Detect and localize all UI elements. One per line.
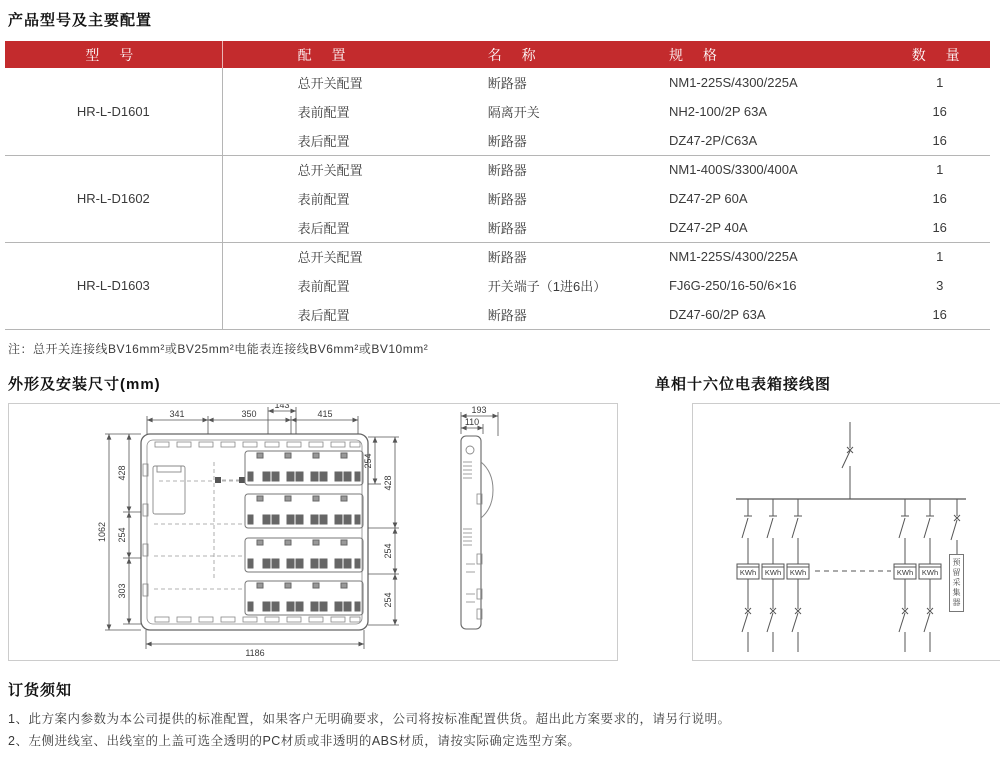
- dimensions-title: 外形及安装尺寸(mm): [8, 375, 161, 393]
- dim-right-428: 428: [383, 474, 393, 491]
- wiring-note: 注：总开关连接线BV16mm²或BV25mm²电能表连接线BV6mm²或BV10mm²: [8, 341, 429, 356]
- kwh-meter-label: KWh: [789, 567, 807, 577]
- config-cell: 表前配置: [297, 279, 350, 294]
- ordering-item-2: 2、左侧进线室、出线室的上盖可选全透明的PC材质或非透明的ABS材质，请按实际确定选型方案。: [8, 733, 581, 748]
- wiring-section: [655, 373, 1000, 661]
- dim-side-110: 110: [464, 416, 480, 427]
- dim-right-254-mid: 254: [383, 542, 393, 559]
- qty-cell: 16: [932, 132, 947, 148]
- qty-cell: 16: [932, 219, 947, 235]
- model-cell: HR-L-D1602: [5, 155, 222, 242]
- kwh-meter-label: KWh: [921, 567, 939, 577]
- side-view: [461, 436, 493, 629]
- drawings-row: [8, 373, 1000, 661]
- dim-left-254: 254: [117, 526, 127, 543]
- spec-cell: DZ47-2P 60A: [668, 191, 748, 206]
- table-row: [5, 242, 990, 271]
- spec-table-header: [5, 41, 990, 68]
- ordering-title: 订货须知: [8, 681, 73, 699]
- spec-cell: NM1-400S/3300/400A: [668, 162, 798, 178]
- name-cell: 断路器: [487, 250, 527, 266]
- dims-bottom: [146, 630, 364, 649]
- dim-top-415: 415: [317, 408, 333, 419]
- config-cell: 总开关配置: [297, 163, 363, 179]
- wiring-title: 单相十六位电表箱接线图: [655, 375, 832, 393]
- config-cell: 表后配置: [297, 307, 350, 323]
- model-group-1: [5, 68, 990, 155]
- dimension-drawing: [9, 404, 617, 660]
- name-cell: 开关端子（1进6出）: [487, 279, 607, 294]
- dim-right-254-bot: 254: [383, 591, 393, 608]
- spec-cell: DZ47-2P/C63A: [668, 132, 758, 148]
- kwh-meter-label: KWh: [739, 567, 757, 577]
- door-outline: [153, 466, 185, 514]
- qty-cell: 1: [936, 75, 944, 90]
- config-cell: 总开关配置: [297, 250, 363, 266]
- collector-label: 预留采集器: [949, 554, 964, 612]
- model-cell: HR-L-D1601: [5, 68, 222, 155]
- table-row: [5, 155, 990, 184]
- kwh-meter-label: KWh: [896, 567, 914, 577]
- qty-cell: 16: [932, 191, 947, 206]
- config-cell: 表前配置: [297, 192, 350, 207]
- kwh-meter-label: KWh: [764, 567, 782, 577]
- name-cell: 断路器: [487, 76, 527, 91]
- dim-left-1062: 1062: [97, 521, 107, 542]
- table-row: [5, 68, 990, 97]
- header-name: 名 称: [487, 46, 544, 63]
- header-config: 配 置: [297, 46, 354, 63]
- name-cell: 断路器: [487, 133, 527, 149]
- dimensions-section: [8, 373, 618, 661]
- spec-cell: NH2-100/2P 63A: [668, 104, 768, 119]
- model-group-3: [5, 242, 990, 329]
- dim-side-193: 193: [471, 404, 487, 415]
- header-model: 型 号: [5, 41, 222, 68]
- name-cell: 断路器: [487, 220, 527, 236]
- dim-top-143: 143: [274, 403, 290, 410]
- spec-cell: DZ47-60/2P 63A: [668, 306, 766, 322]
- dimensions-panel: [8, 403, 618, 661]
- spec-cell: DZ47-2P 40A: [668, 219, 748, 235]
- dim-top-341: 341: [169, 408, 185, 419]
- config-cell: 总开关配置: [297, 76, 363, 91]
- name-cell: 断路器: [487, 163, 527, 179]
- dim-bottom-1186: 1186: [245, 647, 265, 658]
- qty-cell: 16: [932, 104, 947, 119]
- front-view: [141, 434, 368, 630]
- name-cell: 断路器: [487, 192, 527, 207]
- header-qty: 数 量: [911, 46, 968, 63]
- dim-left-428: 428: [117, 464, 127, 481]
- spec-table: [5, 41, 990, 330]
- qty-cell: 16: [932, 306, 947, 322]
- spec-cell: FJ6G-250/16-50/6×16: [668, 278, 797, 293]
- qty-cell: 1: [936, 162, 944, 178]
- wiring-panel: [692, 403, 1000, 661]
- model-group-2: [5, 155, 990, 242]
- collector-branch: [951, 499, 960, 556]
- spec-cell: NM1-225S/4300/225A: [668, 75, 798, 90]
- wiring-diagram: [693, 404, 1000, 660]
- dim-right-254-inner: 254: [363, 452, 373, 469]
- dim-left-303: 303: [117, 582, 127, 599]
- header-spec: 规 格: [668, 46, 725, 63]
- model-cell: HR-L-D1603: [5, 242, 222, 329]
- config-cell: 表后配置: [297, 220, 350, 236]
- qty-cell: 3: [936, 278, 944, 293]
- config-cell: 表后配置: [297, 133, 350, 149]
- name-cell: 隔离开关: [487, 105, 540, 120]
- spec-cell: NM1-225S/4300/225A: [668, 249, 798, 265]
- name-cell: 断路器: [487, 307, 527, 323]
- qty-cell: 1: [936, 249, 944, 265]
- ordering-section: [8, 679, 1000, 752]
- config-cell: 表前配置: [297, 105, 350, 120]
- main-breaker-symbol: [842, 422, 853, 499]
- dim-top-350: 350: [241, 408, 257, 419]
- page-title: 产品型号及主要配置: [8, 12, 153, 29]
- ordering-item-1: 1、此方案内参数为本公司提供的标准配置，如果客户无明确要求，公司将按标准配置供货。超出此方案要求的，请另行说明。: [8, 711, 731, 726]
